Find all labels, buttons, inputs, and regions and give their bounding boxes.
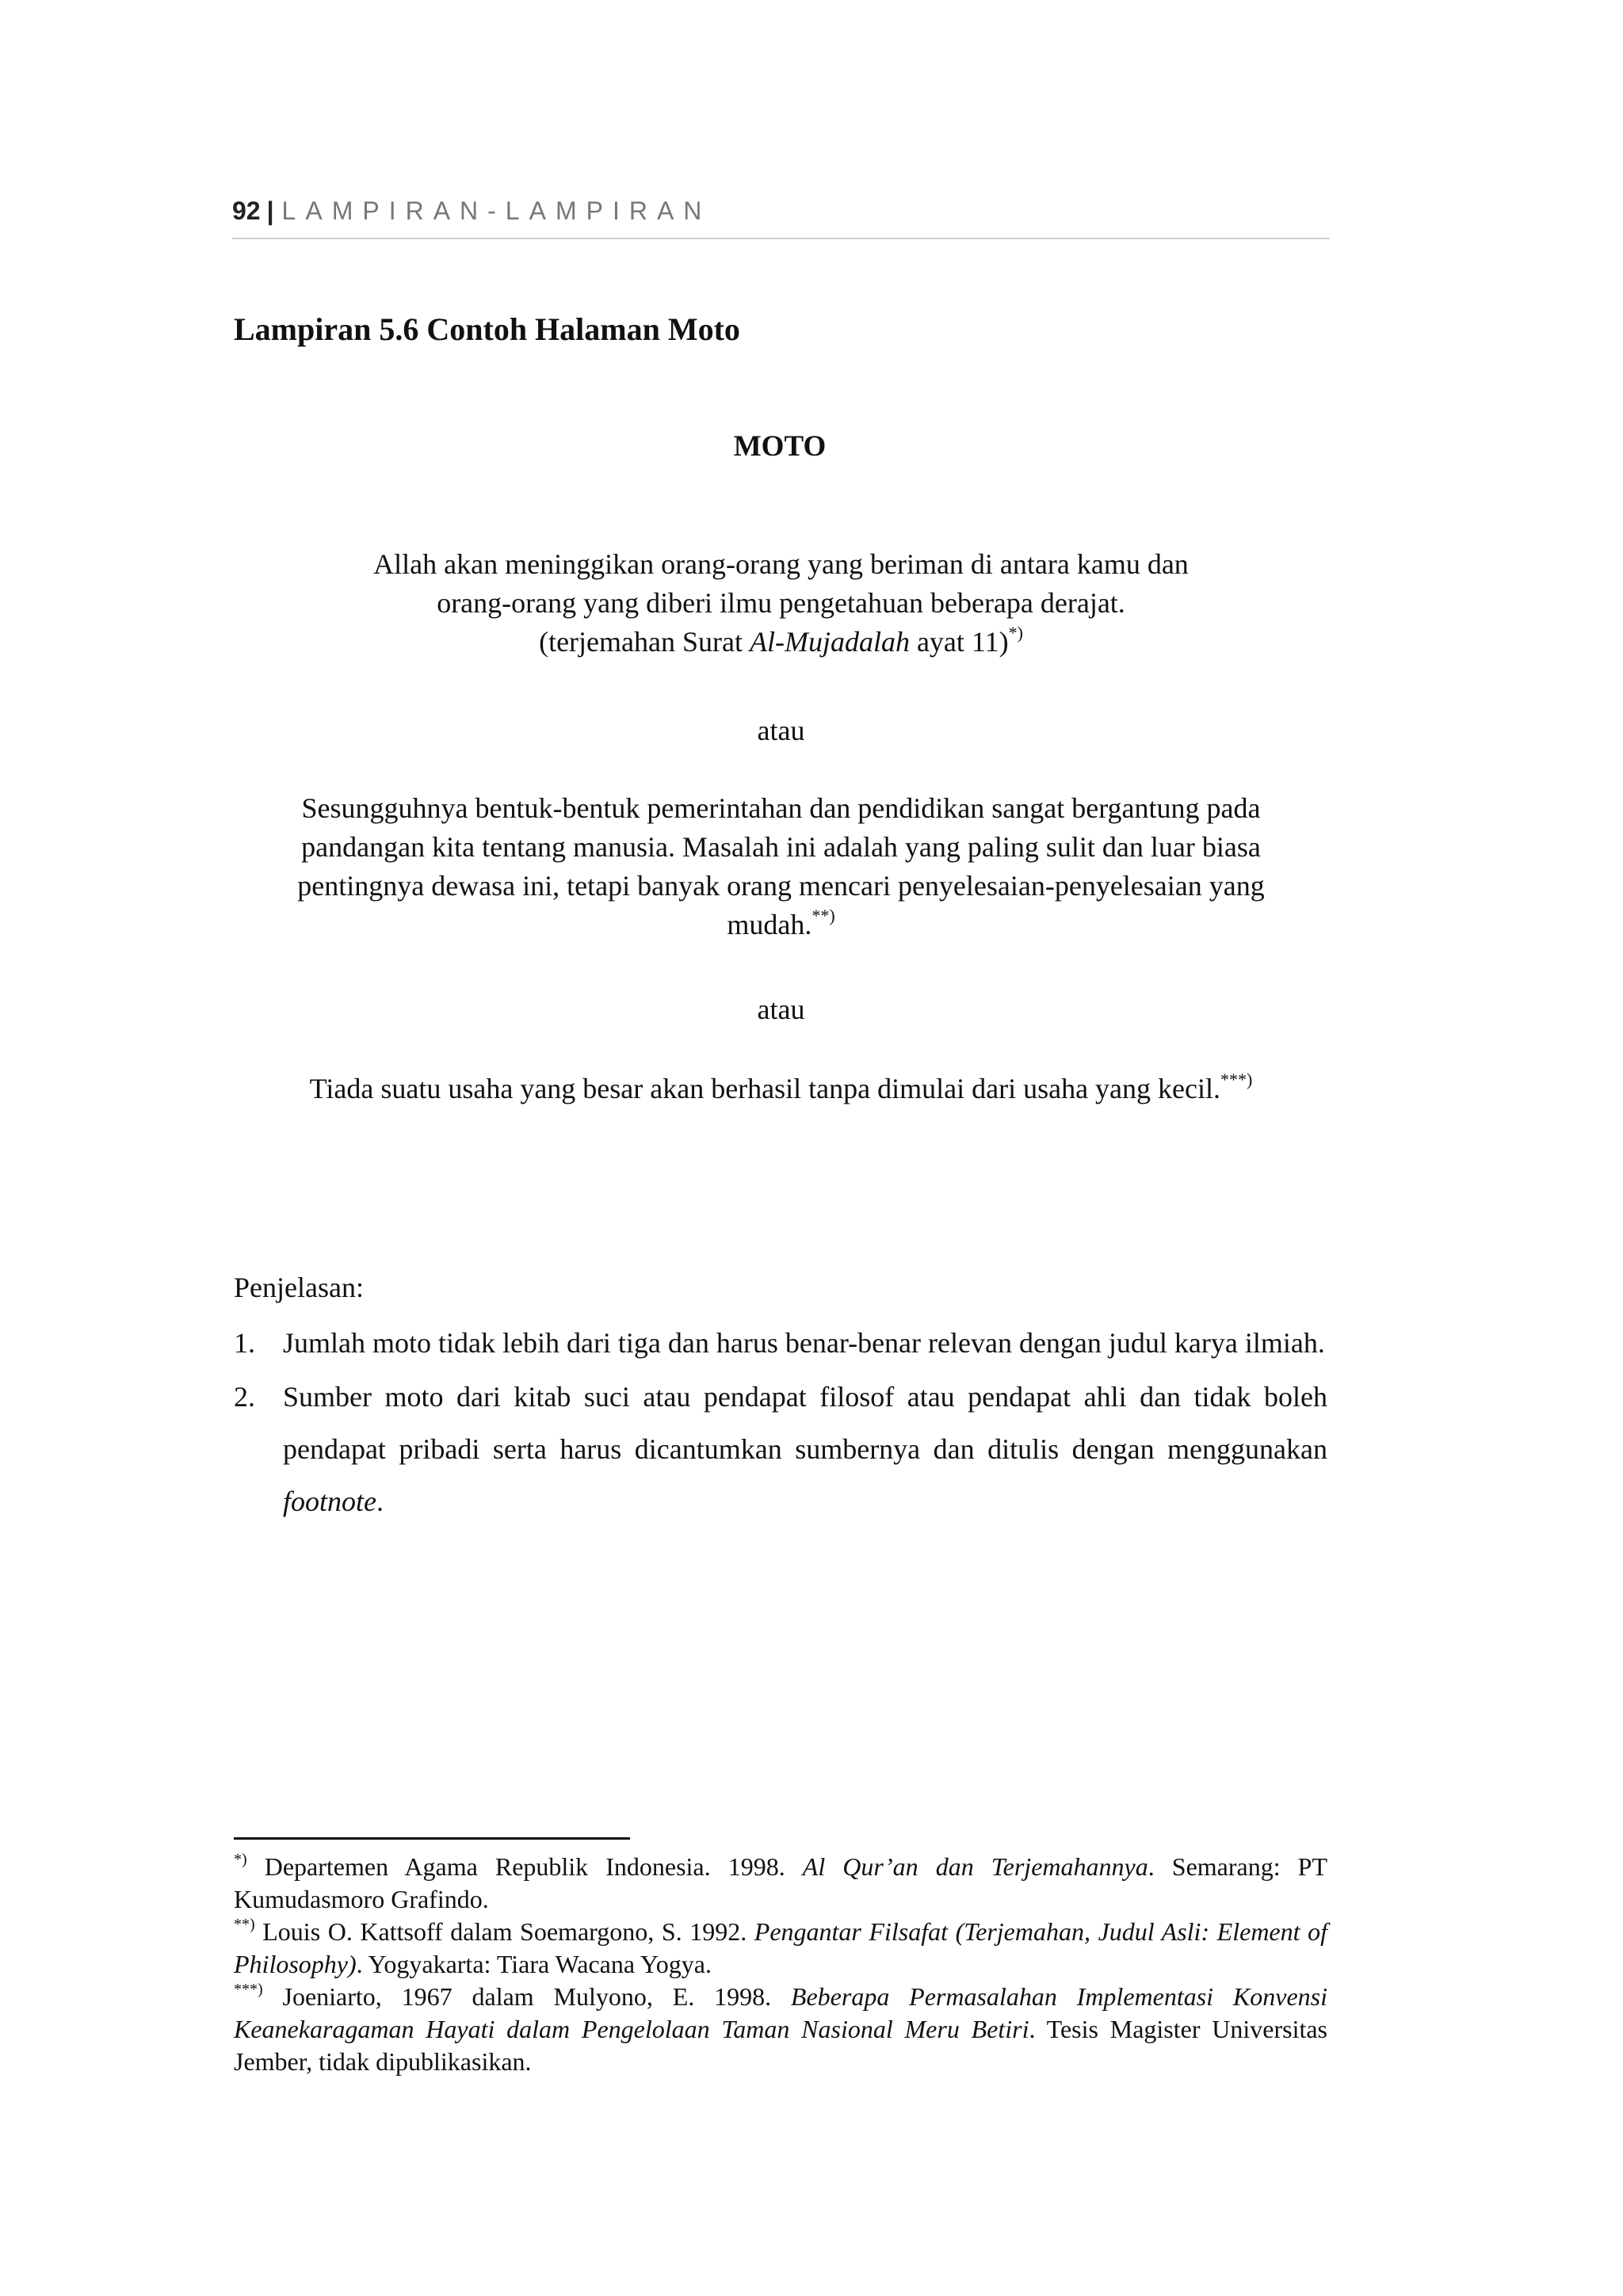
list-item: [234, 1371, 1327, 1527]
header-separator: |: [266, 196, 274, 225]
running-header: [232, 193, 1330, 239]
list-item-suffix: .: [376, 1486, 384, 1517]
footnote-3: [234, 1981, 1327, 2078]
header-title: LAMPIRAN-LAMPIRAN: [281, 196, 712, 225]
footnote-1: [234, 1851, 1327, 1916]
quote-3-text: Tiada suatu usaha yang besar akan berhasil tanpa dimulai dari usaha yang kecil.: [309, 1073, 1220, 1104]
explanation-list: [234, 1317, 1327, 1527]
footnote-marker-1: *): [1008, 623, 1023, 643]
explanation-section: [234, 1268, 1327, 1529]
footnote-rule: [234, 1837, 630, 1840]
quote-1: [232, 545, 1330, 662]
quote-1-source-prefix: (terjemahan Surat: [539, 626, 750, 658]
footnote-1-marker: *): [234, 1851, 247, 1868]
footnote-2-pre: Louis O. Kattsoff dalam Soemargono, S. 1992.: [254, 1917, 754, 1946]
footnote-3-title: Beberapa Permasalahan Implementasi Konvensi Keanekaragaman Hayati dalam Pengelolaan Taman Nasional Meru Betiri: [234, 1982, 1328, 2043]
footnote-3-marker: ***): [234, 1981, 263, 1998]
list-item-text: Sumber moto dari kitab suci atau pendapat filosof atau pendapat ahli dan tidak boleh pendapat pribadi serta harus dicantumkan sumbernya dan ditulis dengan menggunakan: [283, 1381, 1327, 1465]
list-item-text: Jumlah moto tidak lebih dari tiga dan harus benar-benar relevan dengan judul karya ilmiah.: [283, 1327, 1325, 1359]
footnote-2-title: Pengantar Filsafat (Terjemahan, Judul Asli: Element of Philosophy): [234, 1917, 1328, 1978]
moto-heading: MOTO: [733, 430, 827, 463]
or-separator: atau: [757, 715, 805, 746]
section-title: Lampiran 5.6 Contoh Halaman Moto: [234, 311, 740, 347]
or-separator: atau: [757, 994, 805, 1025]
quote-2-line-1: Sesungguhnya bentuk-bentuk pemerintahan dan pendidikan sangat bergantung pada: [301, 792, 1261, 824]
list-item-italic: footnote: [283, 1486, 376, 1517]
footnote-1-title: Al Qur’an dan Terjemahannya: [802, 1852, 1148, 1881]
footnote-2-post: . Yogyakarta: Tiara Wacana Yogya.: [356, 1950, 712, 1978]
quote-2-line-3: pentingnya dewasa ini, tetapi banyak orang mencari penyelesaian-penyelesaian yang: [297, 870, 1265, 902]
footnote-2-marker: **): [234, 1916, 255, 1933]
quote-3-line-1: [232, 1070, 1330, 1108]
list-item-number: 2.: [234, 1381, 255, 1413]
footnote-3-pre: Joeniarto, 1967 dalam Mulyono, E. 1998.: [262, 1982, 791, 2011]
quote-1-line-1: Allah akan meninggikan orang-orang yang beriman di antara kamu dan: [373, 548, 1189, 580]
explanation-label: Penjelasan:: [234, 1272, 364, 1303]
list-item: [234, 1317, 1327, 1369]
quote-1-source: [232, 623, 1330, 662]
quote-3: [232, 1070, 1330, 1108]
quote-1-source-suffix: ayat 11): [909, 626, 1009, 658]
footnote-marker-3: ***): [1220, 1070, 1253, 1089]
page-number: 92: [232, 196, 261, 225]
quote-1-line-2: orang-orang yang diberi ilmu pengetahuan beberapa derajat.: [437, 587, 1125, 619]
footnote-marker-2: **): [812, 906, 835, 925]
quote-2: [232, 789, 1330, 944]
footnote-3-post: . Tesis Magister Universitas Jember, tidak dipublikasikan.: [234, 2015, 1328, 2076]
footnotes: [234, 1851, 1327, 2078]
footnote-1-pre: Departemen Agama Republik Indonesia. 1998.: [246, 1852, 803, 1881]
quote-2-line-4: [232, 906, 1330, 944]
quote-2-last-line: mudah.: [727, 909, 812, 940]
footnote-2: [234, 1916, 1327, 1981]
footnote-1-post: . Semarang: PT Kumudasmoro Grafindo.: [234, 1852, 1328, 1913]
quote-1-source-surah: Al-Mujadalah: [749, 626, 910, 658]
list-item-number: 1.: [234, 1327, 255, 1359]
quote-2-line-2: pandangan kita tentang manusia. Masalah ini adalah yang paling sulit dan luar biasa: [301, 831, 1261, 863]
